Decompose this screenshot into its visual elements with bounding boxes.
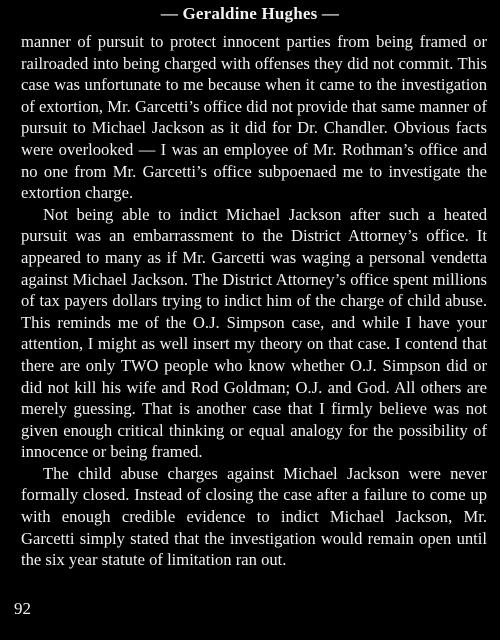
body-text (21, 31, 487, 571)
running-header: — Geraldine Hughes — (160, 4, 340, 23)
paragraph: manner of pursuit to protect innocent parties from being framed or railroaded into being charged with offenses they did not commit. This case was unfortunate to me because when it came to the investigation of extortion, Mr. Garcetti’s office did not provide that same manner of pursuit to Michael Jackson as it did for Dr. Chandler. Obvious facts were overlooked — I was an employee of Mr. Rothman’s office and no one from Mr. Garcetti’s office subpoenaed me to investigate the extortion charge. (21, 32, 487, 203)
paragraph: Not being able to indict Michael Jackson after such a heated pursuit was an embarrassment to the District Attorney’s office. It appeared to many as if Mr. Garcetti was waging a personal vendetta against Michael Jackson. The District Attorney’s office spent millions of tax payers dollars trying to indict him of the charge of child abuse. This reminds me of the O.J. Simpson case, and while I have your attention, I might as well insert my theory on that case. I contend that there are only TWO people who know whether O.J. Simpson did or did not kill his wife and Rod Goldman; O.J. and God. All others are merely guessing. That is another case that I firmly believe was not given enough critical thinking or equal analogy for the possibility of innocence or being framed. (21, 204, 487, 462)
paragraph: The child abuse charges against Michael Jackson were never formally closed. Instead of closing the case after a failure to come up with enough credible evidence to indict Michael Jackson, Mr. Garcetti simply stated that the investigation would remain open until the six year statute of limitation ran out. (21, 463, 487, 570)
page-number: 92 (14, 599, 31, 618)
